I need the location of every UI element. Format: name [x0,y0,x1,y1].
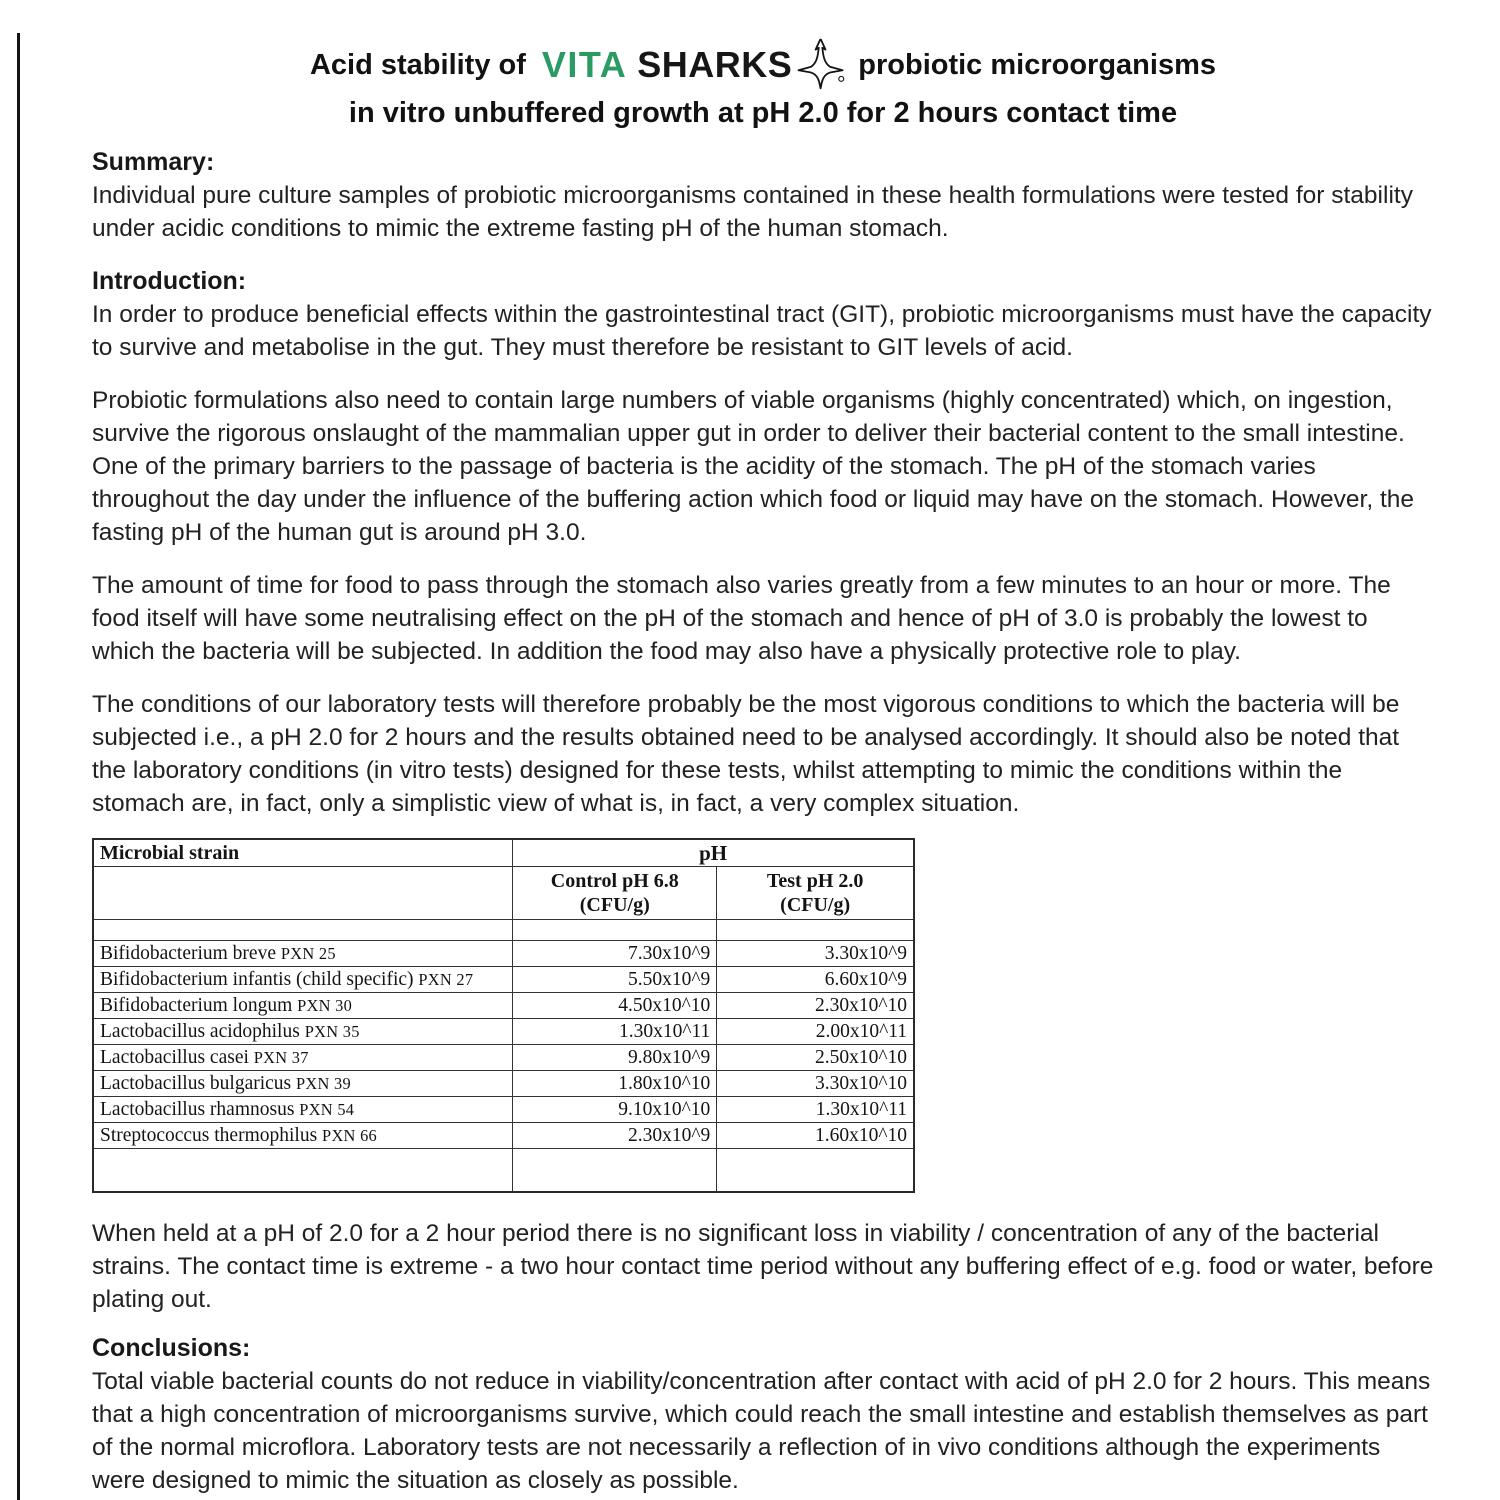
column-header-control-unit: (CFU/g) [579,894,650,916]
title-line-1 [92,36,1434,94]
document-title-block [92,36,1434,130]
table-spacer-row [93,1149,914,1193]
control-value-cell: 2.30x10^9 [513,1123,717,1149]
strain-cell: Bifidobacterium longum PXN 30 [93,993,513,1019]
pxn-code: PXN 35 [304,1021,360,1041]
summary-heading: Summary: [92,148,215,176]
test-value-cell: 3.30x10^10 [717,1071,914,1097]
control-value-cell: 5.50x10^9 [513,967,717,993]
logo-sharks-text: SHARKS [637,44,793,85]
document-content [92,36,1434,1497]
control-value-cell: 4.50x10^10 [513,993,717,1019]
test-value-cell: 2.30x10^10 [717,993,914,1019]
strain-cell: Lactobacillus bulgaricus PXN 39 [93,1071,513,1097]
acid-stability-table [92,838,915,1193]
test-value-cell: 1.30x10^11 [717,1097,914,1123]
table-row [93,1071,914,1097]
strain-cell: Bifidobacterium infantis (child specific) PXN 27 [93,967,513,993]
column-header-control-label: Control pH 6.8 [550,870,679,892]
strain-cell: Lactobacillus acidophilus PXN 35 [93,1019,513,1045]
pxn-code: PXN 25 [280,943,336,963]
summary-paragraph: Individual pure culture samples of probiotic microorganisms contained in these health formulations were tested for stability under acidic conditions to mimic the extreme fasting pH of the human stomach. [92,182,1413,242]
pxn-code: PXN 54 [299,1099,355,1119]
strain-cell: Bifidobacterium breve PXN 25 [93,941,513,967]
test-value-cell: 2.50x10^10 [717,1045,914,1071]
table-row [93,1123,914,1149]
strain-cell: Lactobacillus rhamnosus PXN 54 [93,1097,513,1123]
table-header-row-2 [93,867,914,920]
shark-icon [794,37,848,99]
table-row [93,1019,914,1045]
pxn-code: PXN 37 [253,1047,309,1067]
control-value-cell: 1.30x10^11 [513,1019,717,1045]
column-header-ph: pH [513,839,914,867]
vitasharks-logo [542,31,848,99]
pxn-code: PXN 66 [322,1125,378,1145]
results-paragraph: When held at a pH of 2.0 for a 2 hour period there is no significant loss in viability / concentration of any of the bacterial strains. The contact time is extreme - a two hour contact time period without any buffering effect of e.g. food or water, before plating out. [92,1220,1434,1313]
control-value-cell: 7.30x10^9 [513,941,717,967]
conclusions-heading: Conclusions: [92,1334,251,1362]
table-spacer-row [93,920,914,941]
logo-vita-text: VITA [541,44,628,85]
column-header-test [717,867,914,920]
control-value-cell: 9.10x10^10 [513,1097,717,1123]
left-margin-line [17,33,20,1500]
column-header-test-unit: (CFU/g) [780,894,851,916]
table-row [93,967,914,993]
conclusions-paragraph: Total viable bacterial counts do not reduce in viability/concentration after contact with acid of pH 2.0 for 2 hours. This means that a high concentration of microorganisms survive, which could reach the small intestine and establish themselves as part of the normal microflora. Laboratory tests are not necessarily a reflection of in vivo conditions although the experiments were designed to mimic the situation as closely as possible. [92,1368,1431,1494]
pxn-code: PXN 39 [296,1073,352,1093]
table-row [93,941,914,967]
pxn-code: PXN 30 [297,995,353,1015]
table-header-row-1 [93,839,914,867]
introduction-paragraph-3: The amount of time for food to pass through the stomach also varies greatly from a few minutes to an hour or more. The food itself will have some neutralising effect on the pH of the stomach and hence of pH of 3.0 is probably the lowest to which the bacteria will be subjected. In addition the food may also have a physically protective role to play. [92,572,1391,665]
control-value-cell: 1.80x10^10 [513,1071,717,1097]
column-header-strain: Microbial strain [93,839,513,867]
table-row [93,1045,914,1071]
column-header-empty [93,867,513,920]
control-value-cell: 9.80x10^9 [513,1045,717,1071]
strain-cell: Lactobacillus casei PXN 37 [93,1045,513,1071]
introduction-paragraph-2: Probiotic formulations also need to contain large numbers of viable organisms (highly concentrated) which, on ingestion, survive the rigorous onslaught of the mammalian upper gut in order to deliver their bacterial content to the small intestine. One of the primary barriers to the passage of bacteria is the acidity of the stomach. The pH of the stomach varies throughout the day under the influence of the buffering action which food or liquid may have on the stomach. However, the fasting pH of the human gut is around pH 3.0. [92,387,1415,546]
table-row [93,993,914,1019]
title-line-2: in vitro unbuffered growth at pH 2.0 for 2 hours contact time [348,97,1178,129]
introduction-paragraph-1: In order to produce beneficial effects within the gastrointestinal tract (GIT), probiotic microorganisms must have the capacity to survive and metabolise in the gut. They must therefore be resistant to GIT levels of acid. [92,301,1432,361]
strain-cell: Streptococcus thermophilus PXN 66 [93,1123,513,1149]
column-header-control [513,867,717,920]
introduction-heading: Introduction: [92,267,247,295]
table-row [93,1097,914,1123]
pxn-code: PXN 27 [418,969,474,989]
title-suffix: probiotic microorganisms [858,48,1216,81]
introduction-paragraph-4: The conditions of our laboratory tests will therefore probably be the most vigorous conditions to which the bacteria will be subjected i.e., a pH 2.0 for 2 hours and the results obtained need to be analysed accordingly. It should also be noted that the laboratory conditions (in vitro tests) designed for these tests, whilst attempting to mimic the conditions within the stomach are, in fact, only a simplistic view of what is, in fact, a very complex situation. [92,691,1400,817]
test-value-cell: 6.60x10^9 [717,967,914,993]
test-value-cell: 1.60x10^10 [717,1123,914,1149]
test-value-cell: 3.30x10^9 [717,941,914,967]
title-prefix: Acid stability of [309,48,526,81]
test-value-cell: 2.00x10^11 [717,1019,914,1045]
column-header-test-label: Test pH 2.0 [766,870,864,892]
